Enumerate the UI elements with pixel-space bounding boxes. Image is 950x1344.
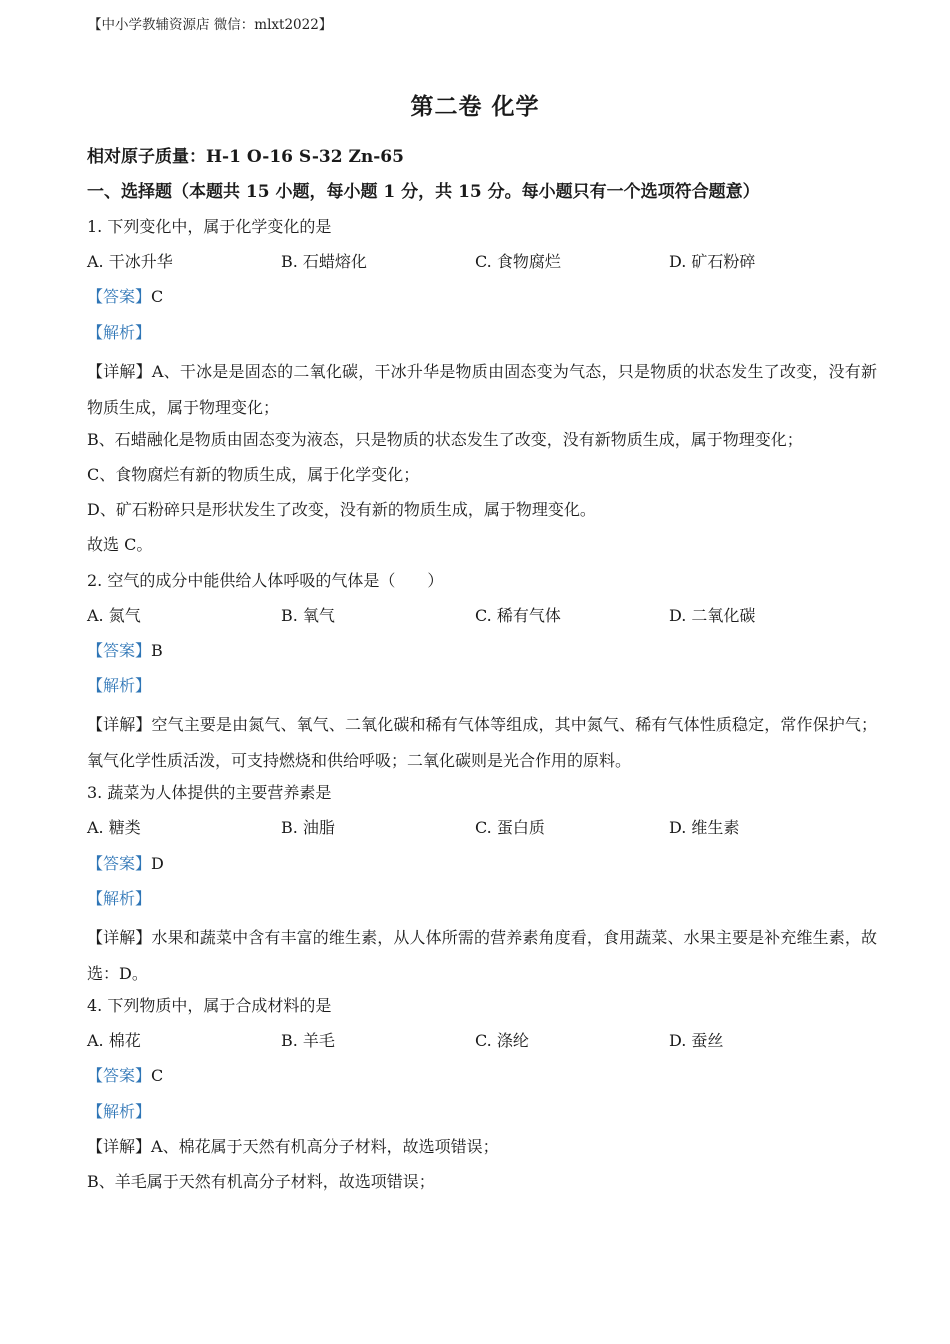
atomic-mass-line: 相对原子质量：H-1 O-16 S-32 Zn-65 <box>87 147 404 167</box>
detail-tag: 【详解】 <box>87 928 152 947</box>
detail-paragraph <box>87 920 877 992</box>
detail-text: 空气主要是由氮气、氧气、二氧化碳和稀有气体等组成，其中氮气、稀有气体性质稳定，常作保护气；氧气化学性质活泼，可支持燃烧和供给呼吸；二氧化碳则是光合作用的原料。 <box>87 715 877 771</box>
option-d: D. 矿石粉碎 <box>669 252 756 272</box>
question-stem: 3. 蔬菜为人体提供的主要营养素是 <box>87 783 332 803</box>
detail-tag: 【详解】 <box>87 715 152 735</box>
analysis-tag: 【解析】 <box>87 1101 152 1121</box>
detail-extra-line: 故选 C。 <box>87 535 153 555</box>
option-d: D. 二氧化碳 <box>669 605 756 625</box>
analysis-tag: 【解析】 <box>87 322 152 342</box>
answer-tag: 【答案】 <box>87 1066 152 1086</box>
question-stem: 1. 下列变化中，属于化学变化的是 <box>87 217 332 236</box>
answer-line <box>87 1062 877 1097</box>
question-stem: 4. 下列物质中，属于合成材料的是 <box>87 996 332 1015</box>
detail-paragraph <box>87 1133 877 1168</box>
question-stem: 2. 空气的成分中能供给人体呼吸的气体是（ ） <box>87 570 444 590</box>
option-c: C. 稀有气体 <box>475 605 561 625</box>
analysis-line <box>87 885 877 920</box>
option-a: A. 棉花 <box>87 1031 141 1051</box>
option-b: B. 油脂 <box>281 818 335 838</box>
answer-tag: 【答案】 <box>87 640 152 660</box>
answer-value: D <box>151 853 164 873</box>
analysis-line <box>87 672 877 707</box>
section-heading: 一、选择题（本题共 15 小题，每小题 1 分，共 15 分。每小题只有一个选项符合题意） <box>87 182 760 202</box>
detail-text: A、棉花属于天然有机高分子材料，故选项错误； <box>151 1136 499 1156</box>
option-row <box>87 602 877 637</box>
option-b: B. 羊毛 <box>281 1031 335 1051</box>
detail-paragraph <box>87 707 877 779</box>
answer-line <box>87 637 877 672</box>
option-a: A. 干冰升华 <box>87 252 173 272</box>
option-c: C. 蛋白质 <box>475 818 545 838</box>
detail-tag: 【详解】 <box>87 1136 152 1156</box>
option-row <box>87 814 877 849</box>
analysis-tag: 【解析】 <box>87 888 152 908</box>
detail-text: A、干冰是是固态的二氧化碳，干冰升华是物质由固态变为气态，只是物质的状态发生了改变，没有新物质生成，属于物理变化； <box>87 361 877 417</box>
question-block <box>87 779 877 992</box>
answer-value: C <box>151 1066 164 1086</box>
detail-extra-line: B、羊毛属于天然有机高分子材料，故选项错误； <box>87 1171 435 1191</box>
option-b: B. 石蜡熔化 <box>281 252 367 272</box>
detail-extra-line: C、食物腐烂有新的物质生成，属于化学变化； <box>87 464 420 484</box>
analysis-tag: 【解析】 <box>87 676 152 696</box>
detail-text: 水果和蔬菜中含有丰富的维生素，从人体所需的营养素角度看，食用蔬菜、水果主要是补充维生素，故选：D。 <box>87 928 877 983</box>
answer-tag: 【答案】 <box>87 287 152 307</box>
detail-extra-line: B、石蜡融化是物质由固态变为液态，只是物质的状态发生了改变，没有新物质生成，属于物理变化； <box>87 429 803 449</box>
header-note: 【中小学教辅资源店 微信：mlxt2022】 <box>88 17 333 33</box>
option-d: D. 维生素 <box>669 818 740 838</box>
question-block <box>87 992 877 1203</box>
question-block <box>87 213 877 567</box>
analysis-line <box>87 319 877 354</box>
option-a: A. 糖类 <box>87 818 141 838</box>
answer-line <box>87 283 877 318</box>
option-d: D. 蚕丝 <box>669 1031 724 1051</box>
answer-value: C <box>151 287 164 307</box>
option-row <box>87 248 877 283</box>
option-c: C. 涤纶 <box>475 1031 529 1051</box>
detail-extra-line: D、矿石粉碎只是形状发生了改变，没有新的物质生成，属于物理变化。 <box>87 500 596 520</box>
answer-line <box>87 850 877 885</box>
detail-tag: 【详解】 <box>87 361 152 381</box>
document-body <box>87 143 877 1203</box>
page-title: 第二卷 化学 <box>410 93 540 120</box>
analysis-line <box>87 1098 877 1133</box>
option-row <box>87 1027 877 1062</box>
answer-value: B <box>151 640 163 660</box>
option-c: C. 食物腐烂 <box>475 252 561 272</box>
detail-paragraph <box>87 354 877 426</box>
option-a: A. 氮气 <box>87 605 141 625</box>
option-b: B. 氧气 <box>281 605 335 625</box>
question-block <box>87 567 877 780</box>
answer-tag: 【答案】 <box>87 853 152 873</box>
